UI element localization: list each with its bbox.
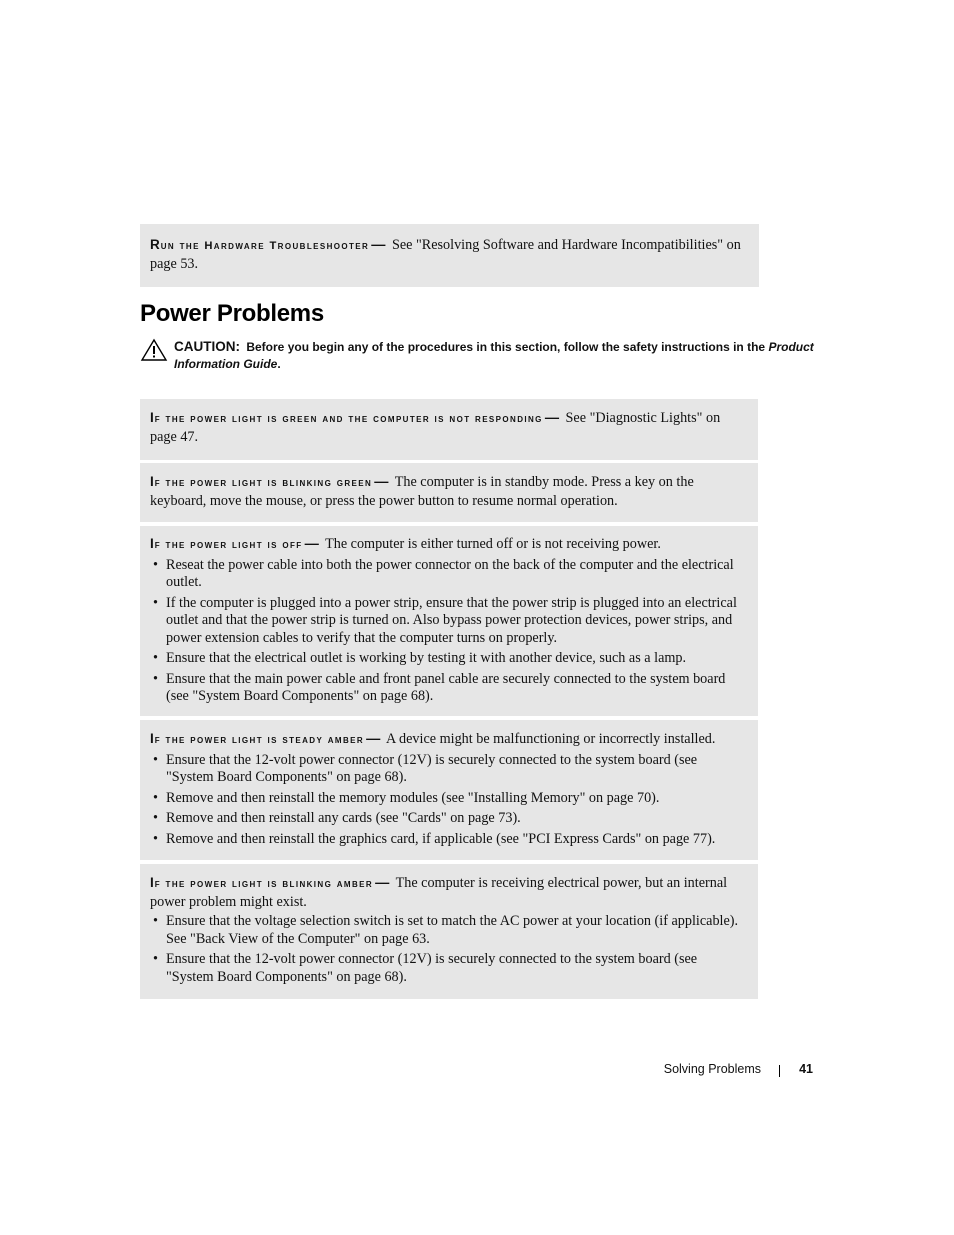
- footer-section-name: Solving Problems: [663, 1062, 761, 1076]
- list-item: • Ensure that the main power cable and front panel cable are securely connected to the system board (see "System Board Components" on page 68).: [153, 670, 726, 704]
- tip-text: The computer is in standby mode. Press a key on the keyboard, move the mouse, or press the power button to resume normal operation.: [150, 474, 694, 509]
- list-item: • Remove and then reinstall any cards (see "Cards" on page 73).: [153, 810, 521, 826]
- tip-heading: If the power light is steady amber: [150, 731, 365, 746]
- warning-triangle-icon: [140, 338, 168, 362]
- tip-list: [150, 913, 748, 986]
- list-item: • Ensure that the electrical outlet is working by testing it with another device, such as a lamp.: [153, 650, 687, 666]
- page-number: 41: [799, 1062, 813, 1076]
- tip-heading: If the power light is off: [150, 536, 303, 551]
- list-item: • Ensure that the voltage selection switch is set to match the AC power at your location (if applicable). See "Back View of the Computer" on page 63.: [153, 913, 739, 947]
- heading-dash: —: [375, 875, 390, 891]
- heading-dash: —: [544, 410, 559, 426]
- heading-dash: —: [304, 536, 319, 552]
- caution-end: .: [277, 357, 281, 371]
- list-item: • If the computer is plugged into a power strip, ensure that the power strip is plugged into an electrical outlet and that the power strip is turned on. Also bypass power protection devices, power strips, and power extension cables to verify that the computer turns on properly.: [153, 594, 737, 646]
- troubleshooter-heading: Run the Hardware Troubleshooter: [150, 237, 370, 252]
- heading-dash: —: [371, 237, 386, 253]
- heading-dash: —: [366, 731, 381, 747]
- page-footer: [600, 1062, 813, 1082]
- tip-text: The computer is receiving electrical power, but an internal power problem might exist.: [150, 875, 728, 910]
- list-item: • Remove and then reinstall the memory modules (see "Installing Memory" on page 70).: [153, 789, 660, 806]
- tip-box-blinking-amber: [140, 864, 758, 999]
- list-item: • Reseat the power cable into both the power connector on the back of the computer and the electrical outlet.: [153, 556, 734, 590]
- tip-heading: If the power light is green and the computer is not responding: [150, 410, 543, 425]
- caution-note: [140, 338, 820, 373]
- caution-label: CAUTION:: [174, 339, 240, 354]
- list-item: • Ensure that the 12-volt power connector (12V) is securely connected to the system board (see "System Board Components" on page 68).: [153, 751, 698, 785]
- tip-text: A device might be malfunctioning or incorrectly installed.: [386, 731, 716, 747]
- troubleshooter-text: See "Resolving Software and Hardware Incompatibilities" on page 53.: [150, 237, 741, 272]
- footer-divider: [779, 1065, 780, 1077]
- troubleshooter-box: [140, 224, 759, 287]
- caution-text: Before you begin any of the procedures in this section, follow the safety instructions in the: [246, 340, 766, 354]
- caution-guide-title: Product Information Guide: [174, 340, 814, 371]
- tip-text: The computer is either turned off or is not receiving power.: [325, 536, 661, 552]
- tip-list: [150, 752, 748, 849]
- tip-box-green-not-responding: [140, 399, 758, 460]
- tip-box-blinking-green: [140, 463, 758, 522]
- tip-list: [150, 557, 748, 706]
- list-item: • Ensure that the 12-volt power connector (12V) is securely connected to the system board (see "System Board Components" on page 68).: [153, 951, 698, 985]
- tip-heading: If the power light is blinking amber: [150, 875, 374, 890]
- tip-box-steady-amber: [140, 720, 758, 860]
- tip-text: See "Diagnostic Lights" on page 47.: [150, 410, 721, 445]
- list-item: • Remove and then reinstall the graphics card, if applicable (see "PCI Express Cards" on page 77).: [153, 830, 716, 847]
- tip-box-light-off: [140, 526, 758, 716]
- tip-heading: If the power light is blinking green: [150, 474, 373, 489]
- section-title: Power Problems: [140, 300, 324, 327]
- heading-dash: —: [374, 474, 389, 490]
